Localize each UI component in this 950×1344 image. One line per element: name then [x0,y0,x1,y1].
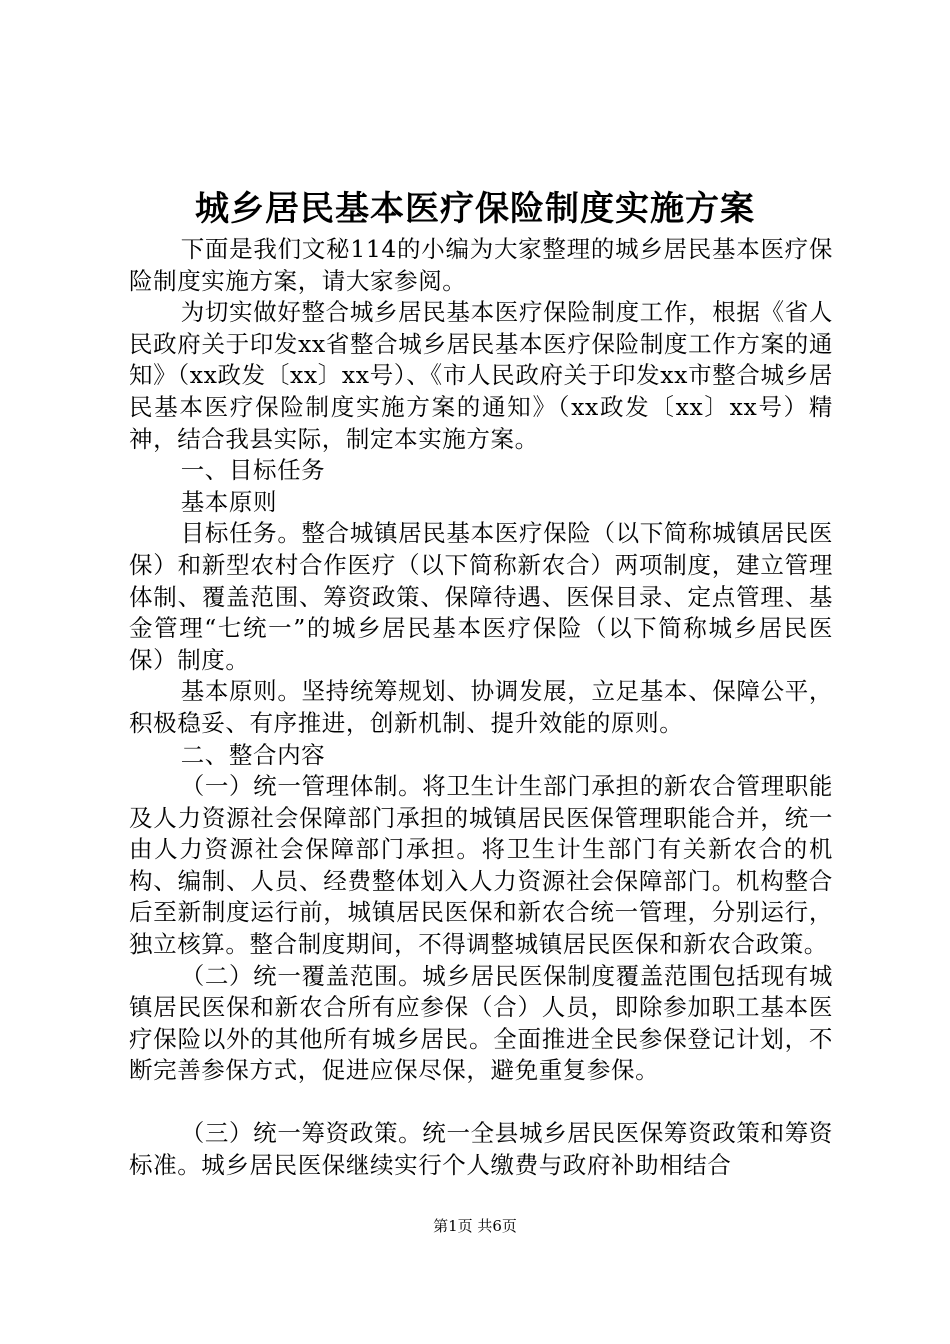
section-heading-2: 二、整合内容 [180,740,326,769]
objectives-paragraph: 目标任务。整合城镇居民基本医疗保险（以下简称城镇居民医保）和新型农村合作医疗（以下简称新农合）两项制度，建立管理体制、覆盖范围、筹资政策、保障待遇、医保目录、定点管理、基金管理“七统一”的城乡居民基本医疗保险（以下简称城乡居民医保）制度。 [129,519,833,674]
subheading-basic-principles: 基本原则 [180,487,278,516]
item-2-paragraph: （二）统一覆盖范围。城乡居民医保制度覆盖范围包括现有城镇居民医保和新农合所有应参保（合）人员，即除参加职工基本医疗保险以外的其他所有城乡居民。全面推进全民参保登记计划，不断完善参保方式，促进应保尽保，避免重复参保。 [129,961,833,1085]
item-1-paragraph: （一）统一管理体制。将卫生计生部门承担的新农合管理职能及人力资源社会保障部门承担的城镇居民医保管理职能合并，统一由人力资源社会保障部门承担。将卫生计生部门有关新农合的机构、编制、人员、经费整体划入人力资源社会保障部门。机构整合后至新制度运行前，城镇居民医保和新农合统一管理，分别运行，独立核算。整合制度期间，不得调整城镇居民医保和新农合政策。 [129,772,833,959]
intro-paragraph: 下面是我们文秘114的小编为大家整理的城乡居民基本医疗保险制度实施方案，请大家参阅。 [129,235,833,295]
preamble-paragraph: 为切实做好整合城乡居民基本医疗保险制度工作，根据《省人民政府关于印发xx省整合城乡居民基本医疗保险制度工作方案的通知》（xx政发〔xx〕xx号）、《市人民政府关于印发xx市整合城乡居民基本医疗保险制度实施方案的通知》（xx政发〔xx〕xx号）精神，结合我县实际，制定本实施方案。 [129,298,833,453]
principles-paragraph: 基本原则。坚持统筹规划、协调发展，立足基本、保障公平，积极稳妥、有序推进，创新机制、提升效能的原则。 [129,677,833,737]
item-3-paragraph: （三）统一筹资政策。统一全县城乡居民医保筹资政策和筹资标准。城乡居民医保继续实行个人缴费与政府补助相结合 [129,1119,833,1179]
section-heading-1: 一、目标任务 [180,456,326,485]
document-body [129,234,833,1181]
document-title: 城乡居民基本医疗保险制度实施方案 [195,189,755,229]
page-footer: 第1页 共6页 [433,1217,517,1235]
